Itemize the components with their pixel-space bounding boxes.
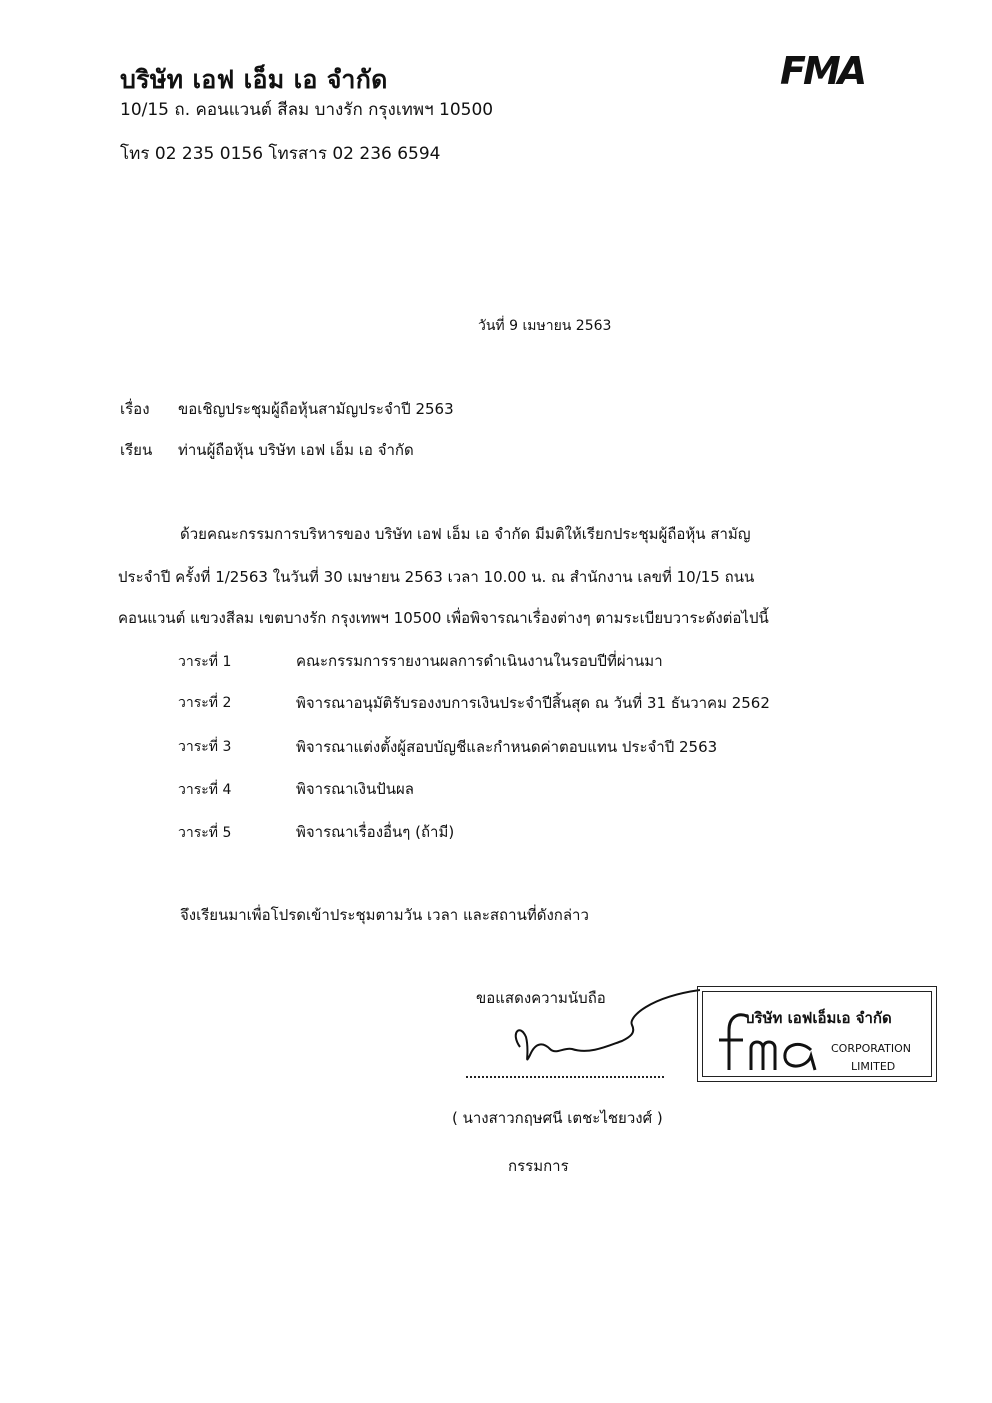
stamp-en-line2: LIMITED [851,1060,896,1073]
subject-line [120,397,454,421]
company-address: 10/15 ถ. คอนแวนต์ สีลม บางรัก กรุงเทพฯ 10500 [120,100,494,120]
signature-graphic [500,985,700,1079]
stamp-en-line1: CORPORATION [831,1042,911,1055]
agenda-3-label: วาระที่ 3 [178,739,232,755]
fma-logo-graphic [778,50,874,90]
stamp-thai-text: บริษัท เอฟเอ็มเอ จำกัด [745,1009,892,1027]
recipient-text: ท่านผู้ถือหุ้น บริษัท เอฟ เอ็ม เอ จำกัด [178,441,414,459]
agenda-5-label: วาระที่ 5 [178,825,232,841]
signer-name: ( นางสาวกฤษศนี เตชะไชยวงศ์ ) [452,1109,663,1127]
agenda-4-text: พิจารณาเงินปันผล [296,780,414,798]
body-line-2: ประจำปี ครั้งที่ 1/2563 ในวันที่ 30 เมษายน 2563 เวลา 10.00 น. ณ สำนักงาน เลขที่ 10/15 ถนน [118,568,755,586]
body-line-1: ด้วยคณะกรรมการบริหารของ บริษัท เอฟ เอ็ม เอ จำกัด มีมติให้เรียกประชุมผู้ถือหุ้น สามัญ [180,525,751,543]
agenda-2-label: วาระที่ 2 [178,695,232,711]
agenda-2-text: พิจารณาอนุมัติรับรองงบการเงินประจำปีสิ้นสุด ณ วันที่ 31 ธันวาคม 2562 [296,694,770,712]
fma-logo [778,50,874,94]
recipient-label: เรียน [120,441,153,459]
regards-text: ขอแสดงความนับถือ [476,989,606,1007]
svg-text:FMA: FMA [780,50,865,90]
subject-text: ขอเชิญประชุมผู้ถือหุ้นสามัญประจำปี 2563 [178,400,454,418]
agenda-1-text: คณะกรรมการรายงานผลการดำเนินงานในรอบปีที่ผ่านมา [296,652,663,670]
agenda-3-text: พิจารณาแต่งตั้งผู้สอบบัญชีและกำหนดค่าตอบแทน ประจำปี 2563 [296,738,718,756]
agenda-5-text: พิจารณาเรื่องอื่นๆ (ถ้ามี) [296,823,455,841]
signature-line [466,1070,664,1078]
company-name: บริษัท เอฟ เอ็ม เอ จำกัด [120,65,388,94]
letter-date: วันที่ 9 เมษายน 2563 [478,318,612,334]
recipient-line [120,438,414,462]
body-line-3: คอนแวนต์ แขวงสีลม เขตบางรัก กรุงเทพฯ 10500 เพื่อพิจารณาเรื่องต่างๆ ตามระเบียบวาระดังต่อไปนี้ [118,609,769,627]
agenda-1-label: วาระที่ 1 [178,654,232,670]
agenda-4-label: วาระที่ 4 [178,782,232,798]
handwritten-signature [500,985,700,1075]
company-phone: โทร 02 235 0156 โทรสาร 02 236 6594 [120,144,441,164]
company-stamp [697,986,937,1082]
stamp-inner-border [702,991,932,1077]
closing-line: จึงเรียนมาเพื่อโปรดเข้าประชุมตามวัน เวลา และสถานที่ดังกล่าว [180,906,589,924]
signer-position: กรรมการ [508,1157,569,1175]
subject-label: เรื่อง [120,400,150,418]
